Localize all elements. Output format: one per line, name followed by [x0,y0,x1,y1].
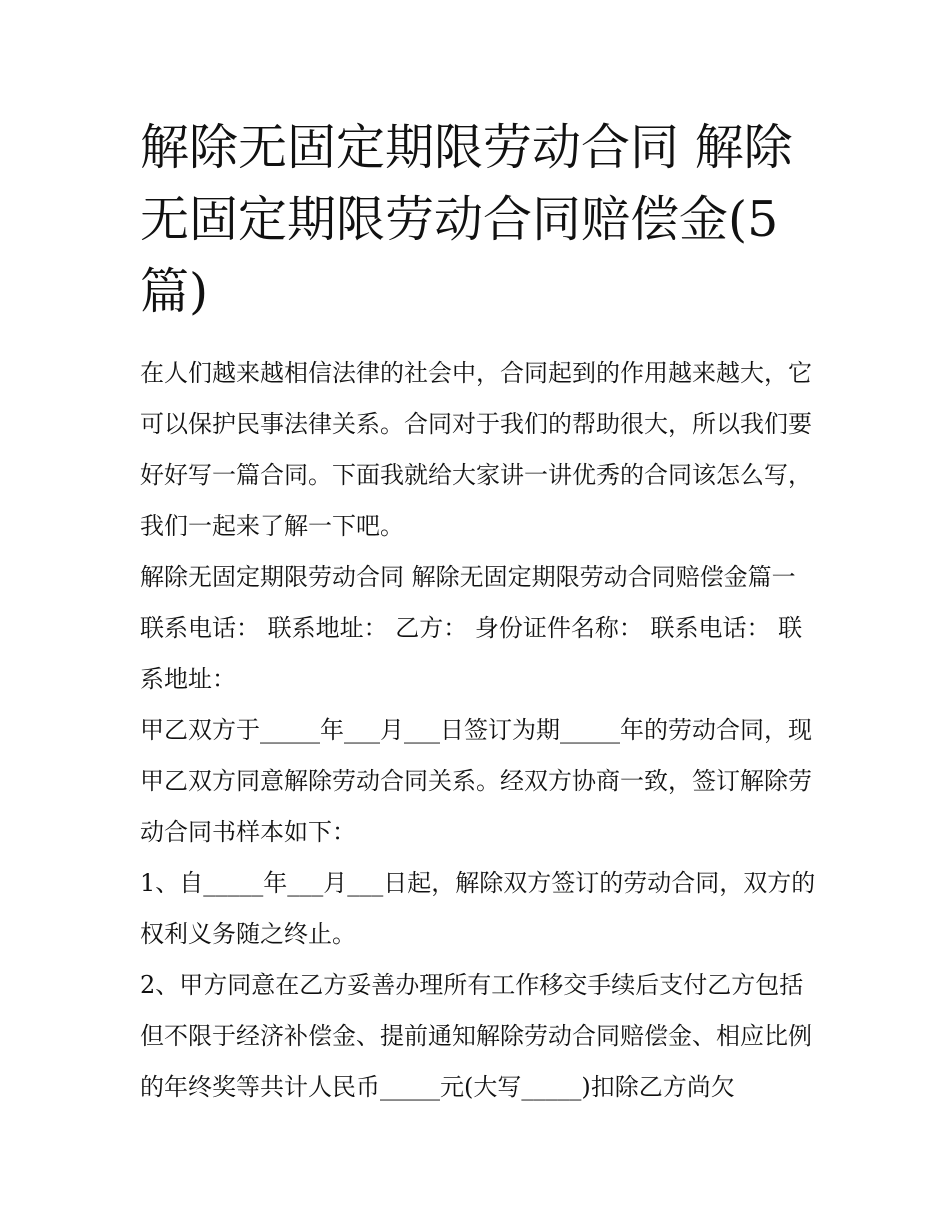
document-page [140,112,820,1113]
clause-2-paragraph: 2、甲方同意在乙方妥善办理所有工作移交手续后支付乙方包括但不限于经济补偿金、提前通知解除劳动合同赔偿金、相应比例的年终奖等共计人民币_____元(大写_____)扣除乙方尚欠 [140,971,812,1101]
contract-date-paragraph: 甲乙双方于_____年___月___日签订为期_____年的劳动合同，现甲乙双方同意解除劳动合同关系。经双方协商一致，签订解除劳动合同书样本如下： [140,716,812,846]
intro-paragraph: 在人们越来越相信法律的社会中，合同起到的作用越来越大，它可以保护民事法律关系。合同对于我们的帮助很大，所以我们要好好写一篇合同。下面我就给大家讲一讲优秀的合同该怎么写，我们一起来了解一下吧。 [140,359,812,540]
document-title: 解除无固定期限劳动合同 解除无固定期限劳动合同赔偿金(5篇) [140,119,793,320]
section-heading-paragraph: 解除无固定期限劳动合同 解除无固定期限劳动合同赔偿金篇一 联系电话： 联系地址： 乙方： 身份证件名称： 联系电话： 联系地址： [140,563,803,693]
clause-1-paragraph: 1、自_____年___月___日起，解除双方签订的劳动合同，双方的权利义务随之终止。 [140,869,816,948]
document-body [140,348,820,1113]
